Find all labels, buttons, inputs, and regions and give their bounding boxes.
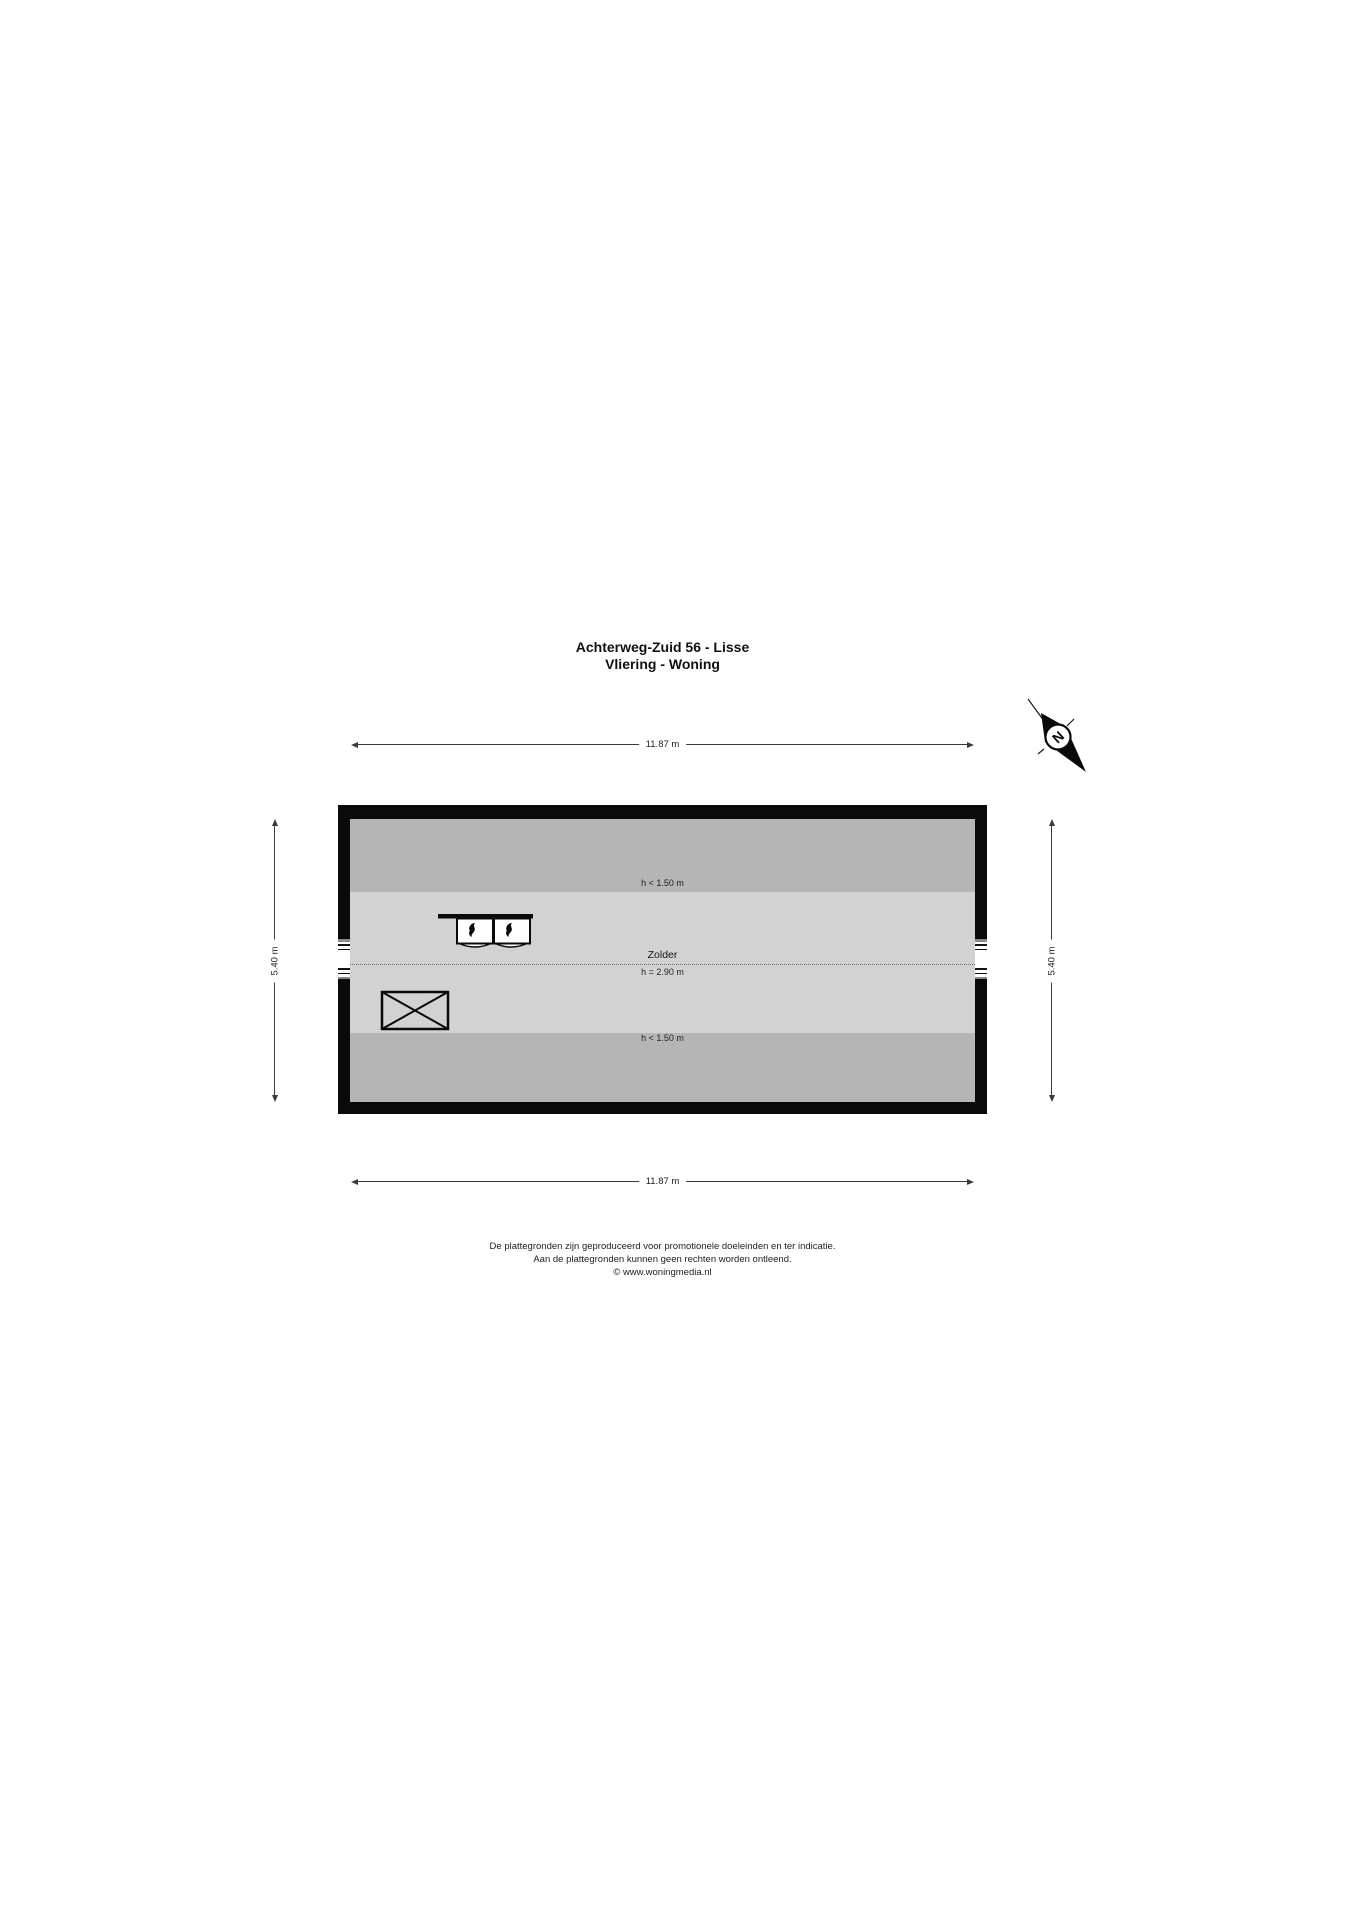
arrow-right-icon [967, 742, 974, 748]
dimension-width-top [351, 739, 974, 750]
north-compass-icon [1000, 680, 1100, 780]
dimension-height-right-label: 5.40 m [1046, 939, 1057, 982]
dimension-height-right [1046, 819, 1057, 1102]
low-headroom-label-top: h < 1.50 m [641, 878, 684, 888]
ridge-dotted-line [350, 964, 975, 965]
roof-window-icon-left [338, 939, 350, 979]
title-floor: Vliering - Woning [605, 656, 720, 672]
heater-box-left [457, 919, 493, 944]
heater-unit-icon [436, 912, 536, 954]
footer-line-2: Aan de plattegronden kunnen geen rechten worden ontleend. [533, 1254, 792, 1265]
arrow-down-icon [1049, 1095, 1055, 1102]
room-name-label: Zolder [647, 949, 678, 961]
attic-room [350, 819, 975, 1102]
compass-tick-ne [1067, 719, 1074, 726]
compass-north-letter: N [1048, 727, 1068, 747]
dimension-width-bottom [351, 1176, 974, 1187]
ridge-height-label: h = 2.90 m [641, 967, 684, 977]
arrow-down-icon [272, 1095, 278, 1102]
arrow-left-icon [351, 742, 358, 748]
dimension-width-top-label: 11.87 m [639, 739, 687, 750]
arrow-left-icon [351, 1179, 358, 1185]
page-title [350, 639, 975, 673]
title-address: Achterweg-Zuid 56 - Lisse [575, 639, 750, 655]
arrow-up-icon [272, 819, 278, 826]
floorplan-walls [338, 805, 987, 1114]
low-headroom-label-bottom: h < 1.50 m [641, 1033, 684, 1043]
footer-line-1: De plattegronden zijn geproduceerd voor promotionele doeleinden en ter indicatie. [489, 1241, 836, 1252]
footer-copyright: © www.woningmedia.nl [613, 1267, 712, 1278]
dimension-height-left [269, 819, 280, 1102]
dimension-height-left-label: 5.40 m [269, 939, 280, 982]
arrow-right-icon [967, 1179, 974, 1185]
roof-window-icon-right [975, 939, 987, 979]
dimension-width-bottom-label: 11.87 m [639, 1176, 687, 1187]
stair-opening-cross-icon [380, 990, 450, 1031]
compass-tick-sw [1038, 749, 1044, 754]
heater-box-right [494, 919, 530, 944]
arrow-up-icon [1049, 819, 1055, 826]
footer-disclaimer [350, 1240, 975, 1279]
